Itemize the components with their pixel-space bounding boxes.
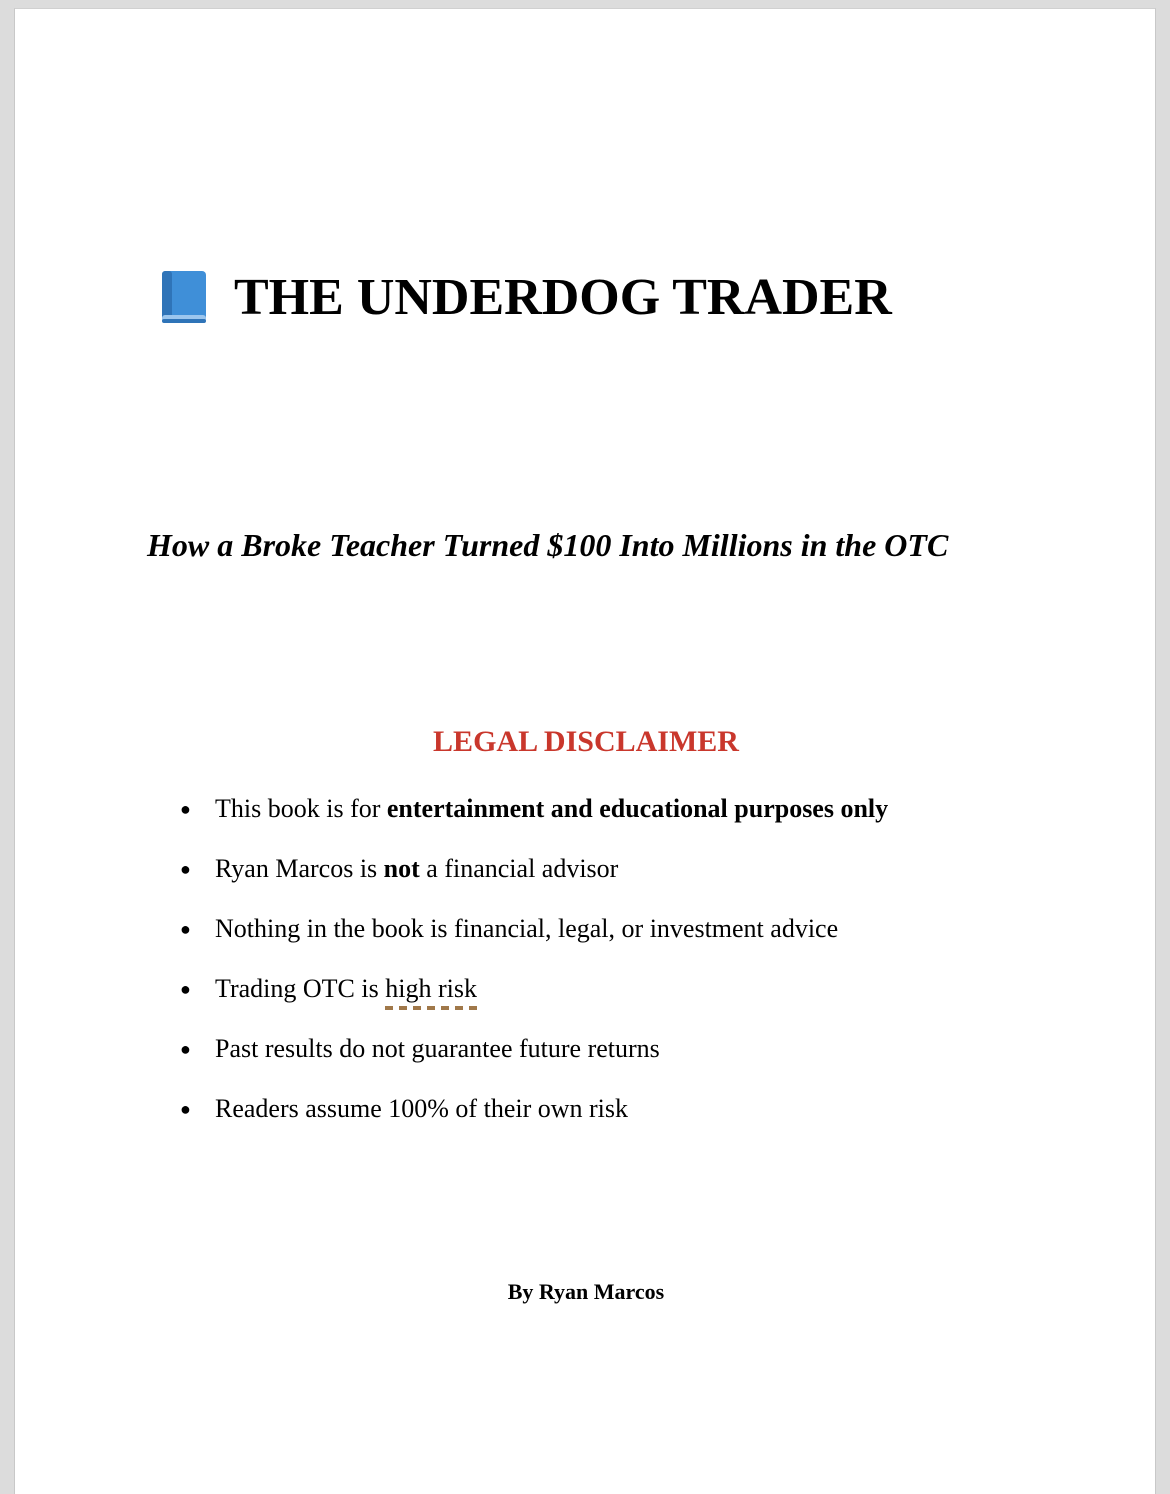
bullet-icon: ● bbox=[180, 978, 191, 999]
item-text-tail: a financial advisor bbox=[419, 854, 619, 883]
list-item bbox=[175, 1019, 888, 1079]
disclaimer-heading: LEGAL DISCLAIMER bbox=[433, 725, 739, 758]
list-item bbox=[175, 959, 888, 1019]
item-text: This book is for bbox=[215, 794, 387, 823]
item-bold-text: entertainment and educational purposes only bbox=[386, 794, 889, 823]
bullet-icon: ● bbox=[180, 1038, 191, 1059]
disclaimer-list bbox=[175, 779, 888, 1139]
list-item bbox=[175, 899, 888, 959]
bullet-icon: ● bbox=[180, 858, 191, 879]
book-title: THE UNDERDOG TRADER bbox=[234, 268, 892, 326]
item-text: Past results do not guarantee future returns bbox=[215, 1034, 660, 1063]
item-text: Trading OTC is bbox=[215, 974, 386, 1003]
item-text: Readers assume 100% of their own risk bbox=[215, 1094, 629, 1123]
item-bold-text: not bbox=[383, 854, 420, 883]
list-item bbox=[175, 1079, 888, 1139]
item-text: Nothing in the book is financial, legal, or investment advice bbox=[215, 914, 839, 943]
list-item bbox=[175, 779, 888, 839]
bullet-icon: ● bbox=[180, 1098, 191, 1119]
document-page bbox=[14, 8, 1156, 1494]
blue-book-icon bbox=[160, 269, 208, 325]
title-row bbox=[160, 257, 892, 337]
bullet-icon: ● bbox=[180, 798, 191, 819]
bullet-icon: ● bbox=[180, 918, 191, 939]
author-byline: By Ryan Marcos bbox=[507, 1279, 665, 1304]
item-text: Ryan Marcos is bbox=[215, 854, 384, 883]
list-item bbox=[175, 839, 888, 899]
grammar-flagged-text[interactable]: high risk bbox=[385, 974, 477, 1003]
book-subtitle: How a Broke Teacher Turned $100 Into Millions in the OTC bbox=[147, 527, 949, 563]
